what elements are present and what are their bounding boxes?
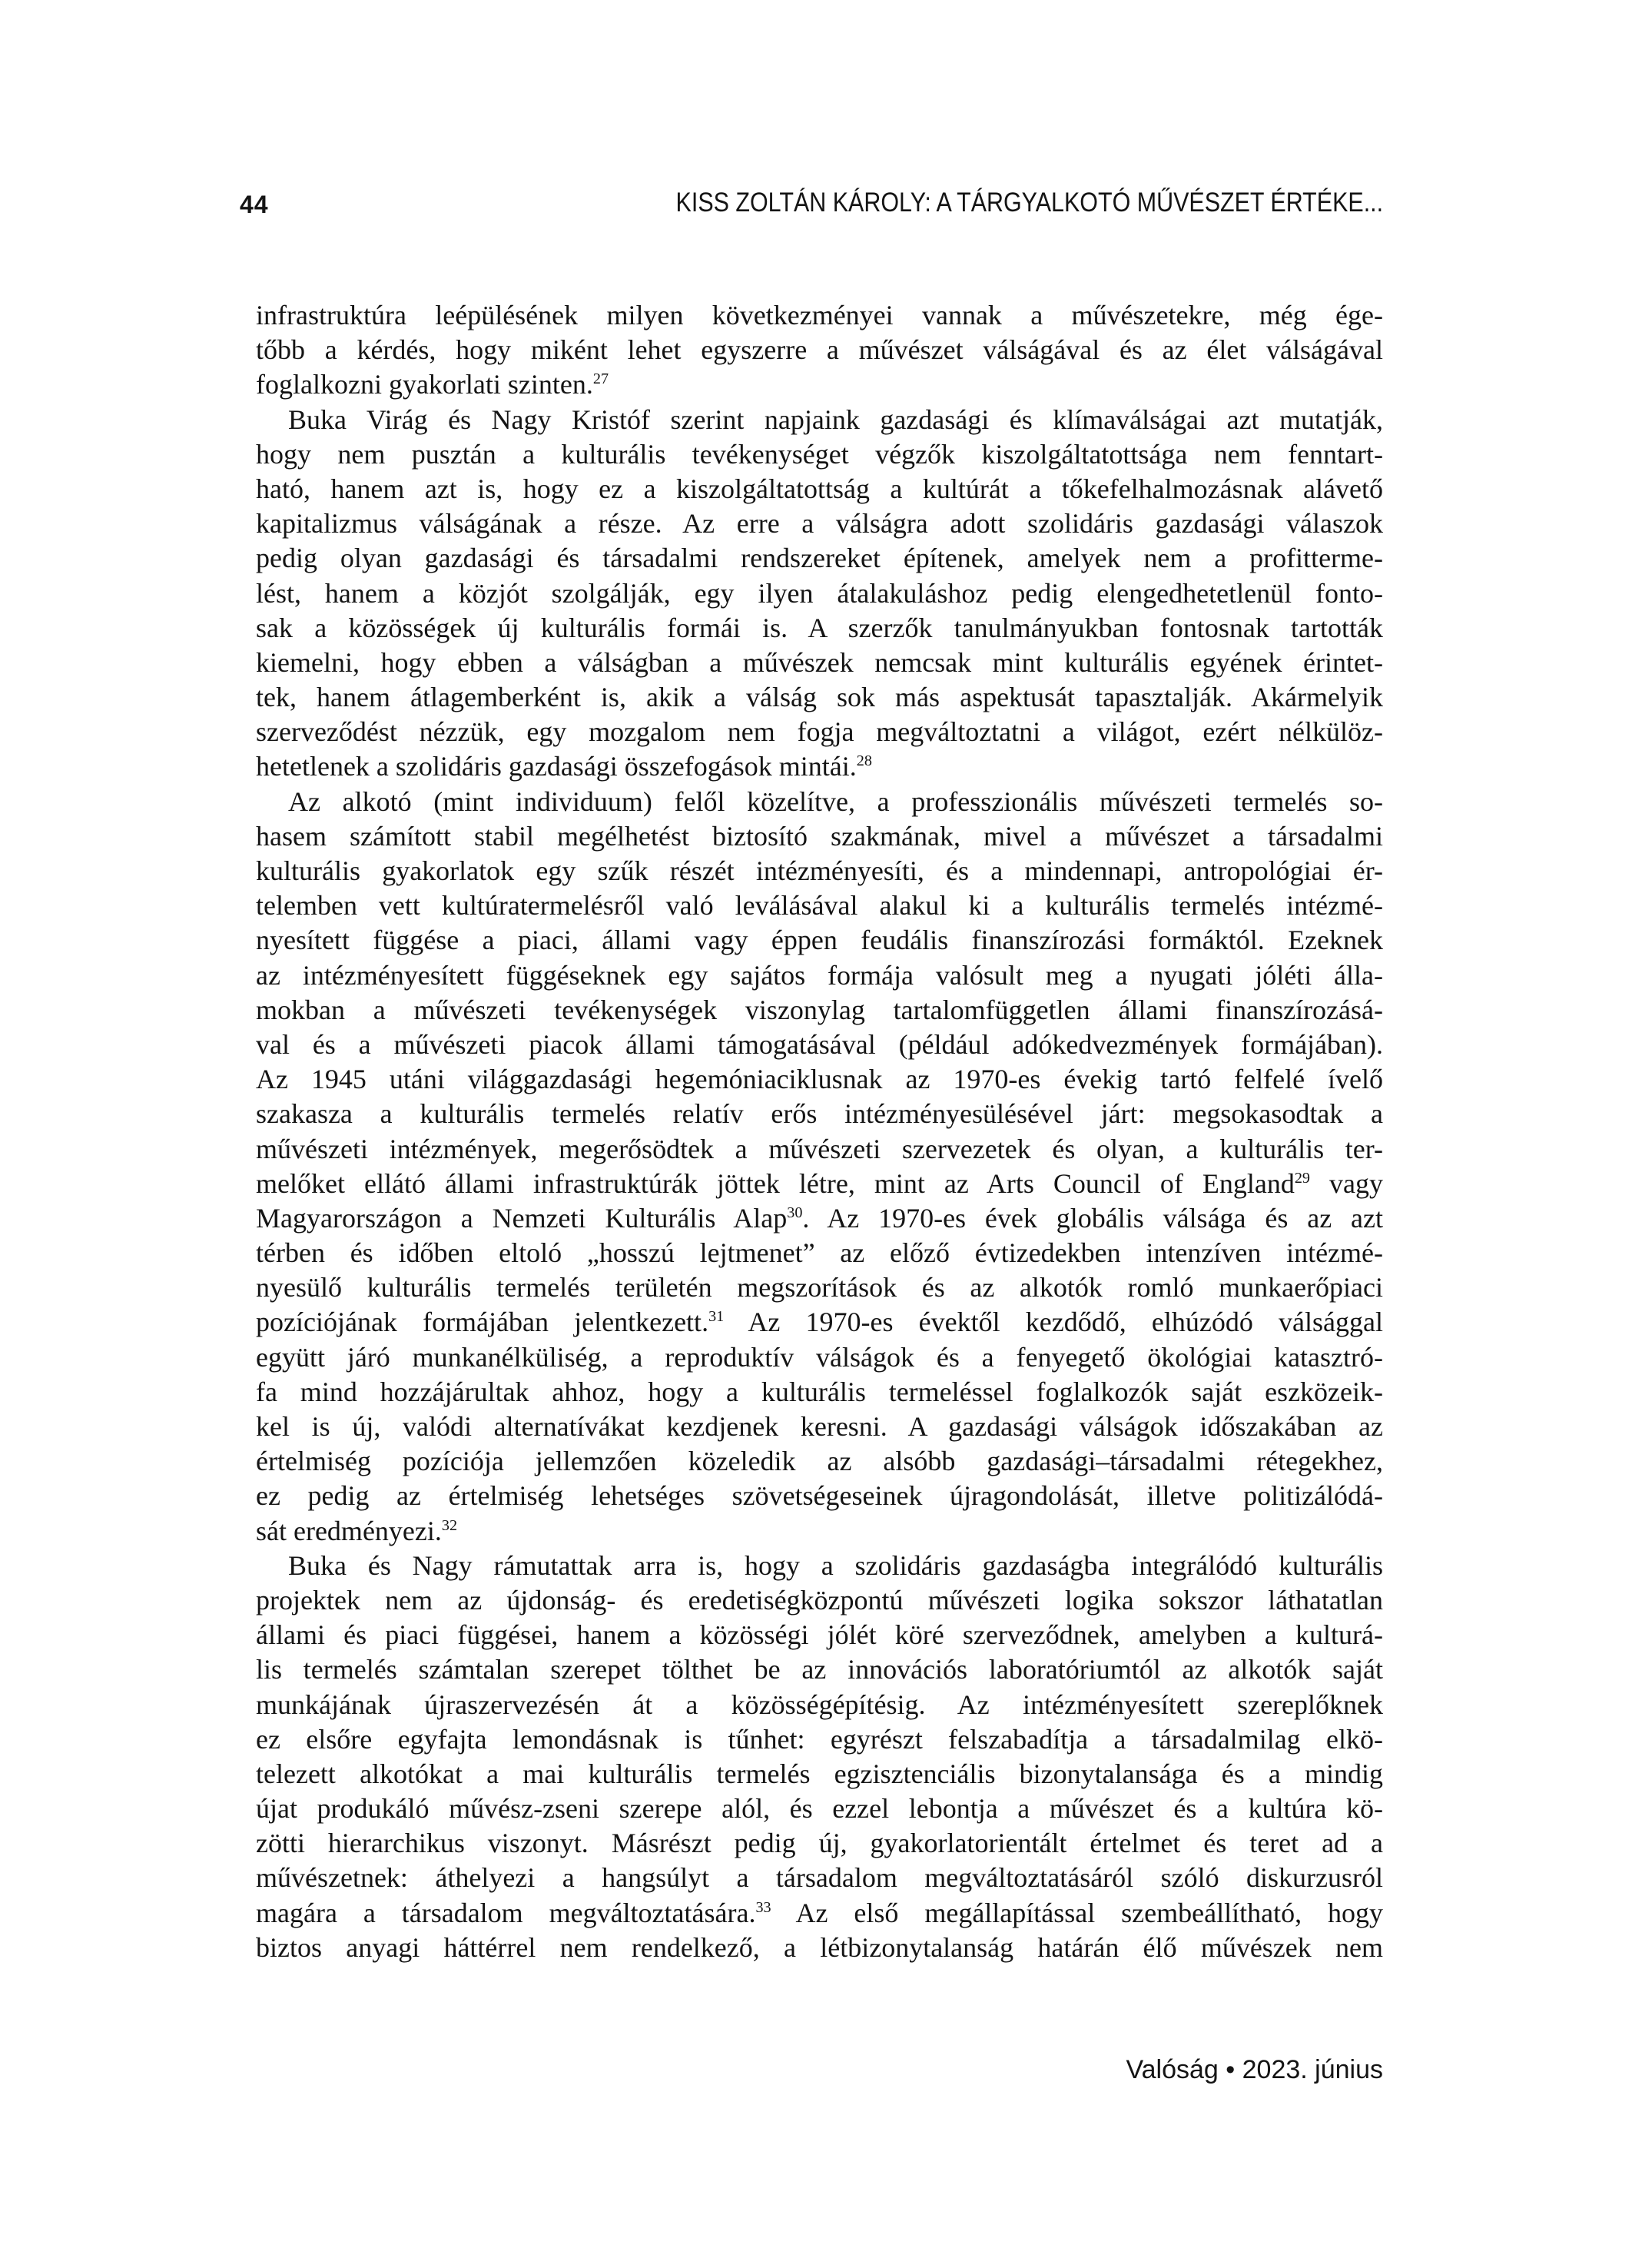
text-line: ható, hanem azt is, hogy ez a kiszolgáltatottság a kultúrát a tőkefelhalmozásnak alávető (256, 473, 1383, 504)
text-line: tek, hanem átlagemberként is, akik a válság sok más aspektusát tapasztalják. Akármelyik (256, 682, 1383, 713)
text-line: az intézményesített függéseknek egy sajátos formája valósult meg a nyugati jóléti álla- (256, 959, 1383, 991)
journal-issue-label: Valóság • 2023. június (1126, 2055, 1383, 2084)
text-line: pozíciójának formájában jelentkezett.$^{31}$ Az 1970-es évektől kezdődő, elhúzódó válsággal (256, 1307, 1383, 1338)
page-header (240, 189, 1383, 217)
text-line: zötti hierarchikus viszonyt. Másrészt pedig új, gyakorlatorientált értelmet és teret ad a (256, 1828, 1383, 1859)
text-line: munkájának újraszervezésén át a közösségépítésig. Az intézményesített szereplőknek (256, 1689, 1383, 1720)
text-line: művészetnek: áthelyezi a hangsúlyt a társadalom megváltoztatásáról szóló diskurzusról (256, 1862, 1383, 1894)
text-line: állami és piaci függései, hanem a közösségi jólét köré szerveződnek, amelyben a kulturá- (256, 1619, 1383, 1651)
footnote-ref: 31 (708, 1308, 725, 1326)
paragraph (256, 403, 1383, 785)
article-body (256, 298, 1383, 1965)
text-line: hogy nem pusztán a kulturális tevékenységet végzők kiszolgáltatottsága nem fenntart- (256, 438, 1383, 470)
text-line: Az 1945 utáni világgazdasági hegemóniaciklusnak az 1970-es évekig tartó felfelé ívelő (256, 1064, 1383, 1095)
text-line: kulturális gyakorlatok egy szűk részét intézményesíti, és a mindennapi, antropológiai ér- (256, 855, 1383, 886)
text-line: melőket ellátó állami infrastruktúrák jöttek létre, mint az Arts Council of England$^{29}$ vagy (256, 1167, 1383, 1199)
text-line: együtt járó munkanélküliség, a reproduktív válságok és a fenyegető ökológiai katasztró- (256, 1341, 1383, 1373)
text-line: mokban a művészeti tevékenységek viszonylag tartalomfüggetlen állami finanszírozásá- (256, 994, 1383, 1025)
text-line: művészeti intézmények, megerősödtek a művészeti szervezetek és olyan, a kulturális ter- (256, 1133, 1383, 1164)
text-line: szerveződést nézzük, egy mozgalom nem fogja megváltoztatni a világot, ezért nélkülöz- (256, 716, 1383, 748)
text-line: kiemelni, hogy ebben a válságban a művészek nemcsak mint kulturális egyének érintet- (256, 646, 1383, 678)
text-line: sát eredményezi.$^{32}$ (256, 1515, 458, 1546)
footnote-ref: 29 (1294, 1169, 1310, 1187)
text-line: nyesülő kulturális termelés területén megszorítások és az alkotók romló munkaerőpiaci (256, 1272, 1383, 1303)
text-line: telezett alkotókat a mai kulturális termelés egzisztenciális bizonytalansága és a mindig (256, 1758, 1383, 1789)
page-footer (256, 2055, 1383, 2085)
footnote-ref: 33 (755, 1898, 771, 1916)
text-line: értelmiség pozíciója jellemzően közeledik az alsóbb gazdasági–társadalmi rétegekhez, (256, 1446, 1383, 1477)
text-line: hetetlenek a szolidáris gazdasági összefogások mintái.$^{28}$ (256, 751, 872, 782)
paragraph (256, 785, 1383, 1549)
text-line: telemben vett kultúratermelésről való leválásával alakul ki a kulturális termelés intézmé- (256, 890, 1383, 921)
text-line: sak a közösségek új kulturális formái is. A szerzők tanulmányukban fontosnak tartották (256, 612, 1383, 643)
text-line: Buka Virág és Nagy Kristóf szerint napjaink gazdasági és klímaválságai azt mutatják, (288, 403, 1383, 435)
text-line: térben és időben eltoló „hosszú lejtmenet” az előző évtizedekben intenzíven intézmé- (256, 1237, 1383, 1269)
footnote-ref: 28 (856, 752, 872, 770)
text-line: újat produkáló művész-zseni szerepe alól, és ezzel lebontja a művészet és a kultúra kö- (256, 1793, 1383, 1825)
text-line: biztos anyagi háttérrel nem rendelkező, a létbizonytalanság határán élő művészek nem (256, 1931, 1383, 1963)
text-line: nyesített függése a piaci, állami vagy éppen feudális finanszírozási formáktól. Ezeknek (256, 925, 1383, 956)
paragraph (256, 298, 1383, 403)
text-line: fa mind hozzájárultak ahhoz, hogy a kulturális termeléssel foglalkozók saját eszközeik- (256, 1376, 1383, 1407)
text-line: Az alkotó (mint individuum) felől közelítve, a professzionális művészeti termelés so- (288, 785, 1383, 817)
text-line: Magyarországon a Nemzeti Kulturális Alap$^{30}$. Az 1970-es évek globális válsága és az azt (256, 1202, 1383, 1234)
page-number: 44 (240, 191, 269, 218)
text-line: tőbb a kérdés, hogy miként lehet egyszerre a művészet válságával és az élet válságával (256, 334, 1383, 366)
text-line: val és a művészeti piacok állami támogatásával (például adókedvezmények formájában). (256, 1028, 1383, 1060)
text-line: Buka és Nagy rámutattak arra is, hogy a szolidáris gazdaságba integrálódó kulturális (288, 1549, 1383, 1581)
text-line: kel is új, valódi alternatívákat kezdjenek keresni. A gazdasági válságok időszakában az (256, 1411, 1383, 1442)
text-line: hasem számított stabil megélhetést biztosító szakmának, mivel a művészet a társadalmi (256, 820, 1383, 852)
text-line: kapitalizmus válságának a része. Az erre a válságra adott szolidáris gazdasági válaszok (256, 508, 1383, 540)
paragraph (256, 1549, 1383, 1965)
text-line: lis termelés számtalan szerepet tölthet be az innovációs laboratóriumtól az alkotók saját (256, 1654, 1383, 1685)
text-line: lést, hanem a közjót szolgálják, egy ilyen átalakuláshoz pedig elengedhetetlenül fonto- (256, 577, 1383, 609)
text-line: szakasza a kulturális termelés relatív erős intézményesülésével járt: megsokasodtak a (256, 1098, 1383, 1130)
text-line: ez elsőre egyfajta lemondásnak is tűnhet: egyrészt felszabadítja a társadalmilag elkö- (256, 1723, 1383, 1755)
footnote-ref: 30 (787, 1204, 803, 1221)
text-line: projektek nem az újdonság- és eredetiségközpontú művészeti logika sokszor láthatatlan (256, 1584, 1383, 1615)
text-line: pedig olyan gazdasági és társadalmi rendszereket építenek, amelyek nem a profitterme- (256, 543, 1383, 574)
text-line: ez pedig az értelmiség lehetséges szövetségeseinek újragondolását, illetve politizálódá- (256, 1480, 1383, 1512)
text-line: magára a társadalom megváltoztatására.$^{33}$ Az első megállapítással szembeállítható, hogy (256, 1897, 1383, 1928)
footnote-ref: 27 (592, 370, 609, 388)
text-line: infrastruktúra leépülésének milyen következményei vannak a művészetekre, még ége- (256, 300, 1383, 330)
text-line: foglalkozni gyakorlati szinten.$^{27}$ (256, 369, 609, 400)
running-title: KISS ZOLTÁN KÁROLY: A TÁRGYALKOTÓ MŰVÉSZET ÉRTÉKE... (675, 188, 1383, 218)
footnote-ref: 32 (441, 1516, 458, 1534)
